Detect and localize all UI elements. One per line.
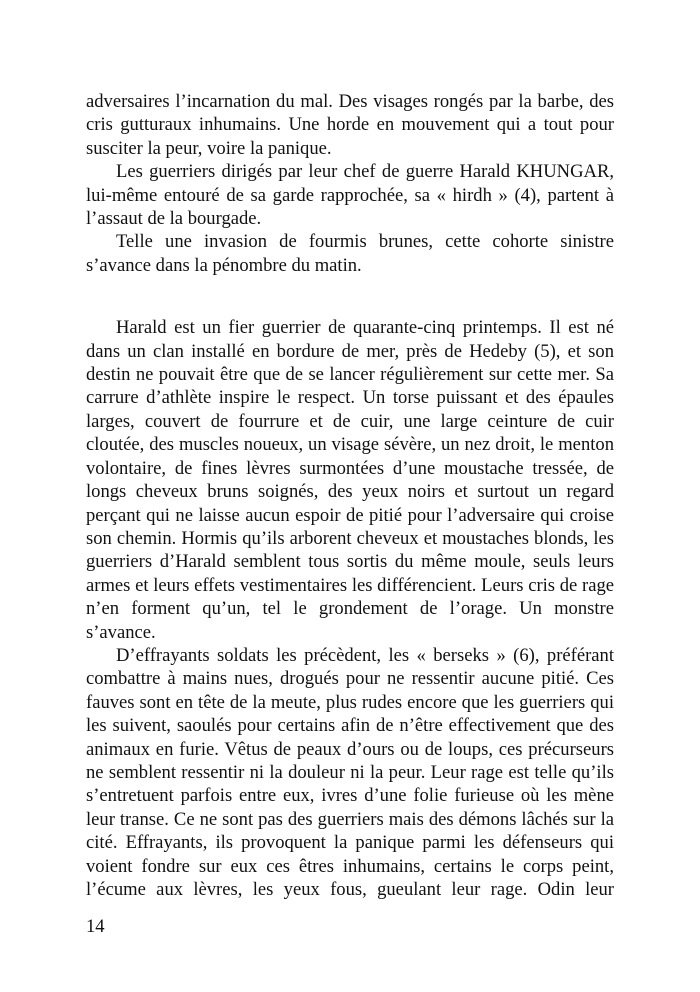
text-line: n’en forment qu’un, tel le grondement de l’orage. Un monstre <box>86 598 614 620</box>
text-line: s’entretuent parfois entre eux, ivres d’une folie furieuse où les mène <box>86 785 614 807</box>
text-line: Harald est un fier guerrier de quarante-cinq printemps. Il est né <box>116 317 614 339</box>
text-line: carrure d’athlète inspire le respect. Un torse puissant et des épaules <box>86 387 614 409</box>
text-line: s’avance dans la pénombre du matin. <box>86 254 362 276</box>
text-line: longs cheveux bruns soignés, des yeux noirs et surtout un regard <box>86 481 614 503</box>
text-line: voient fondre sur eux ces êtres inhumains, certains le corps peint, <box>86 855 614 877</box>
text-line: destin ne pouvait être que de se lancer régulièrement sur cette mer. Sa <box>86 364 614 386</box>
text-line: leur transe. Ce ne sont pas des guerriers mais des démons lâchés sur la <box>86 808 614 830</box>
text-line: animaux en furie. Vêtus de peaux d’ours ou de loups, ces précurseurs <box>86 738 614 760</box>
text-line: lui-même entouré de sa garde rapprochée, sa « hirdh » (4), partent à <box>86 184 614 206</box>
text-line: ne semblent ressentir ni la douleur ni la peur. Leur rage est telle qu’ils <box>86 761 614 783</box>
text-line: perçant qui ne laisse aucun espoir de pitié pour l’adversaire qui croise <box>86 504 614 526</box>
text-line: cloutée, des muscles noueux, un visage sévère, un nez droit, le menton <box>86 434 614 456</box>
paragraph <box>86 644 614 901</box>
paragraph <box>86 160 614 230</box>
text-line: adversaires l’incarnation du mal. Des visages rongés par la barbe, des <box>86 91 614 112</box>
text-line: Telle une invasion de fourmis brunes, cette cohorte sinistre <box>116 231 614 253</box>
body-text <box>86 90 614 901</box>
text-line: fauves sont en tête de la meute, plus rudes encore que les guerriers qui <box>86 691 614 713</box>
text-line: son chemin. Hormis qu’ils arborent cheveux et moustaches blonds, les <box>86 527 614 549</box>
text-line: armes et leurs effets vestimentaires les différencient. Leurs cris de rage <box>86 574 614 596</box>
text-line: susciter la peur, voire la panique. <box>86 137 332 159</box>
text-line: cité. Effrayants, ils provoquent la panique parmi les défenseurs qui <box>86 832 614 854</box>
text-line: l’assaut de la bourgade. <box>86 208 262 230</box>
text-line: guerriers d’Harald semblent tous sortis du même moule, seuls leurs <box>86 551 614 573</box>
paragraph <box>86 90 614 160</box>
text-line: dans un clan installé en bordure de mer, près de Hedeby (5), et son <box>86 340 614 362</box>
text-line: l’écume aux lèvres, les yeux fous, gueulant leur rage. Odin leur <box>86 879 614 900</box>
text-line: combattre à mains nues, drogués pour ne ressentir aucune pitié. Ces <box>86 668 614 690</box>
text-line: D’effrayants soldats les précèdent, les « berseks » (6), préférant <box>116 644 614 666</box>
page-number: 14 <box>86 916 105 937</box>
text-line: Les guerriers dirigés par leur chef de guerre Harald KHUNGAR, <box>116 161 614 183</box>
text-line: cris gutturaux inhumains. Une horde en mouvement qui a tout pour <box>86 114 614 136</box>
text-line: les suivent, saoulés pour certains afin de n’être effectivement que des <box>86 715 614 737</box>
paragraph <box>86 230 614 277</box>
paragraph <box>86 316 614 644</box>
section-break <box>86 277 614 316</box>
text-line: s’avance. <box>86 621 156 643</box>
text-line: volontaire, de fines lèvres surmontées d’une moustache tressée, de <box>86 457 614 479</box>
text-line: larges, couvert de fourrure et de cuir, une large ceinture de cuir <box>86 410 614 432</box>
